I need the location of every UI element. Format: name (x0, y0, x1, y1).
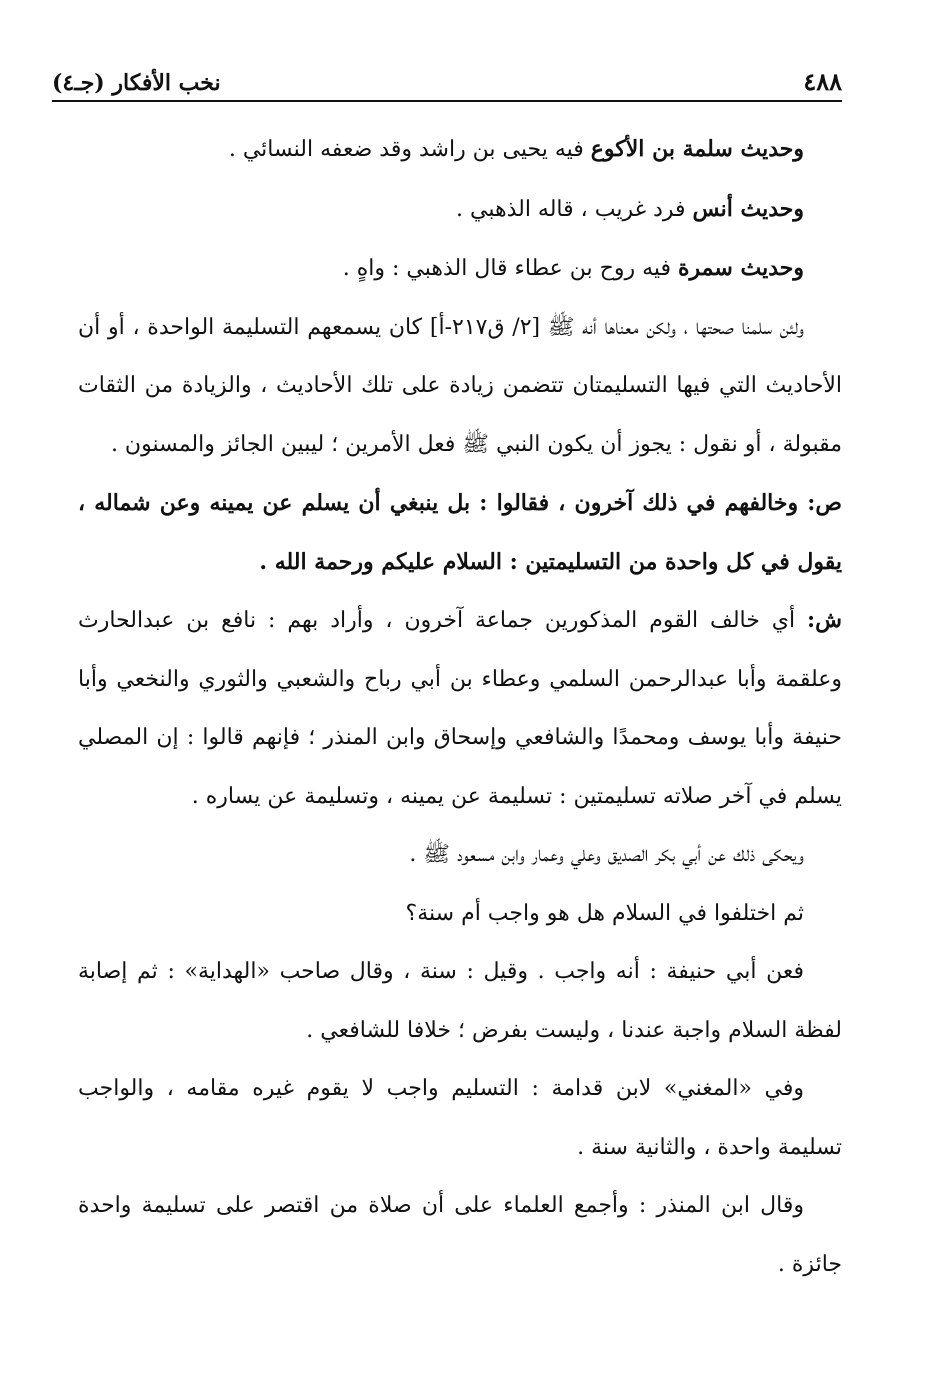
paragraph-text: فرد غريب ، قاله الذهبي . (456, 196, 693, 222)
body-text (78, 120, 842, 1294)
hadith-lead: وحديث أنس (692, 195, 804, 222)
paragraph-companions: ويحكى ذلك عن أبي بكر الصديق وعلي وعمار وابن مسعود ﷺ . (409, 842, 804, 867)
paragraph-hanafi: فعن أبي حنيفة : أنه واجب . وقيل : سنة ، وقال صاحب «الهداية» : ثم إصابة لفظة السلام واجبة عندنا ، وليست بفرض ؛ خلافا للشافعي . (78, 959, 842, 1043)
paragraph-text: ولئن سلمنا صحتها ، ولكن معناها أنه ﷺ [٢/ ق٢١٧-أ] كان يسمعهم التسليمة الواحدة ، أو أن الأحاديث التي فيها التسليمتان تتضمن زيادة على تلك الأحاديث ، والزيادة من الثقات مقبولة ، أو نقول : يجوز أن يكون النبي ﷺ فعل الأمرين ؛ ليبين الجائز والمسنون . (78, 314, 842, 457)
matn-text: وخالفهم في ذلك آخرون ، فقالوا : بل ينبغي أن يسلم عن يمينه وعن شماله ، يقول في كل واحدة من التسليمتين : السلام عليكم ورحمة الله . (78, 490, 842, 575)
paragraph-anas (78, 180, 842, 240)
matn-marker: ص: (807, 490, 842, 516)
paragraph-salama (78, 120, 842, 180)
sharh-marker: ش: (807, 607, 842, 633)
hadith-lead: وحديث سلمة بن الأكوع (590, 136, 804, 162)
paragraph-text: فيه يحيى بن راشد وقد ضعفه النسائي . (228, 137, 591, 162)
paragraph-response (78, 299, 842, 475)
paragraph-text: فيه روح بن عطاء قال الذهبي : واهٍ . (342, 256, 679, 281)
hadith-lead: وحديث سمرة (678, 255, 804, 281)
paragraph-mughni: وفي «المغني» لابن قدامة : التسليم واجب لا يقوم غيره مقامه ، والواجب تسليمة واحدة ، والثانية سنة . (78, 1076, 842, 1160)
paragraph-samura (78, 239, 842, 299)
running-title: نخب الأفكار (جـ٤) (52, 70, 221, 96)
matn-paragraph (78, 474, 842, 591)
page-header (52, 58, 842, 102)
sharh-text: أي خالف القوم المذكورين جماعة آخرون ، وأراد بهم : نافع بن عبدالحارث وعلقمة وأبا عبدالرحمن السلمي وعطاء بن أبي رباح والشعبي والثوري والنخعي وأبا حنيفة وأبا يوسف ومحمدًا والشافعي وإسحاق وابن المنذر ؛ فإنهم قالوا : إن المصلي يسلم في آخر صلاته تسليمتين : تسليمة عن يمينه ، وتسليمة عن يساره . (78, 608, 842, 809)
paragraph-ibn-mundhir: وقال ابن المنذر : وأجمع العلماء على أن صلاة من اقتصر على تسليمة واحدة جائزة . (78, 1193, 842, 1277)
sharh-paragraph (78, 591, 842, 826)
page-number: ٤٨٨ (803, 67, 842, 96)
paragraph-question: ثم اختلفوا في السلام هل هو واجب أم سنة؟ (405, 900, 804, 926)
